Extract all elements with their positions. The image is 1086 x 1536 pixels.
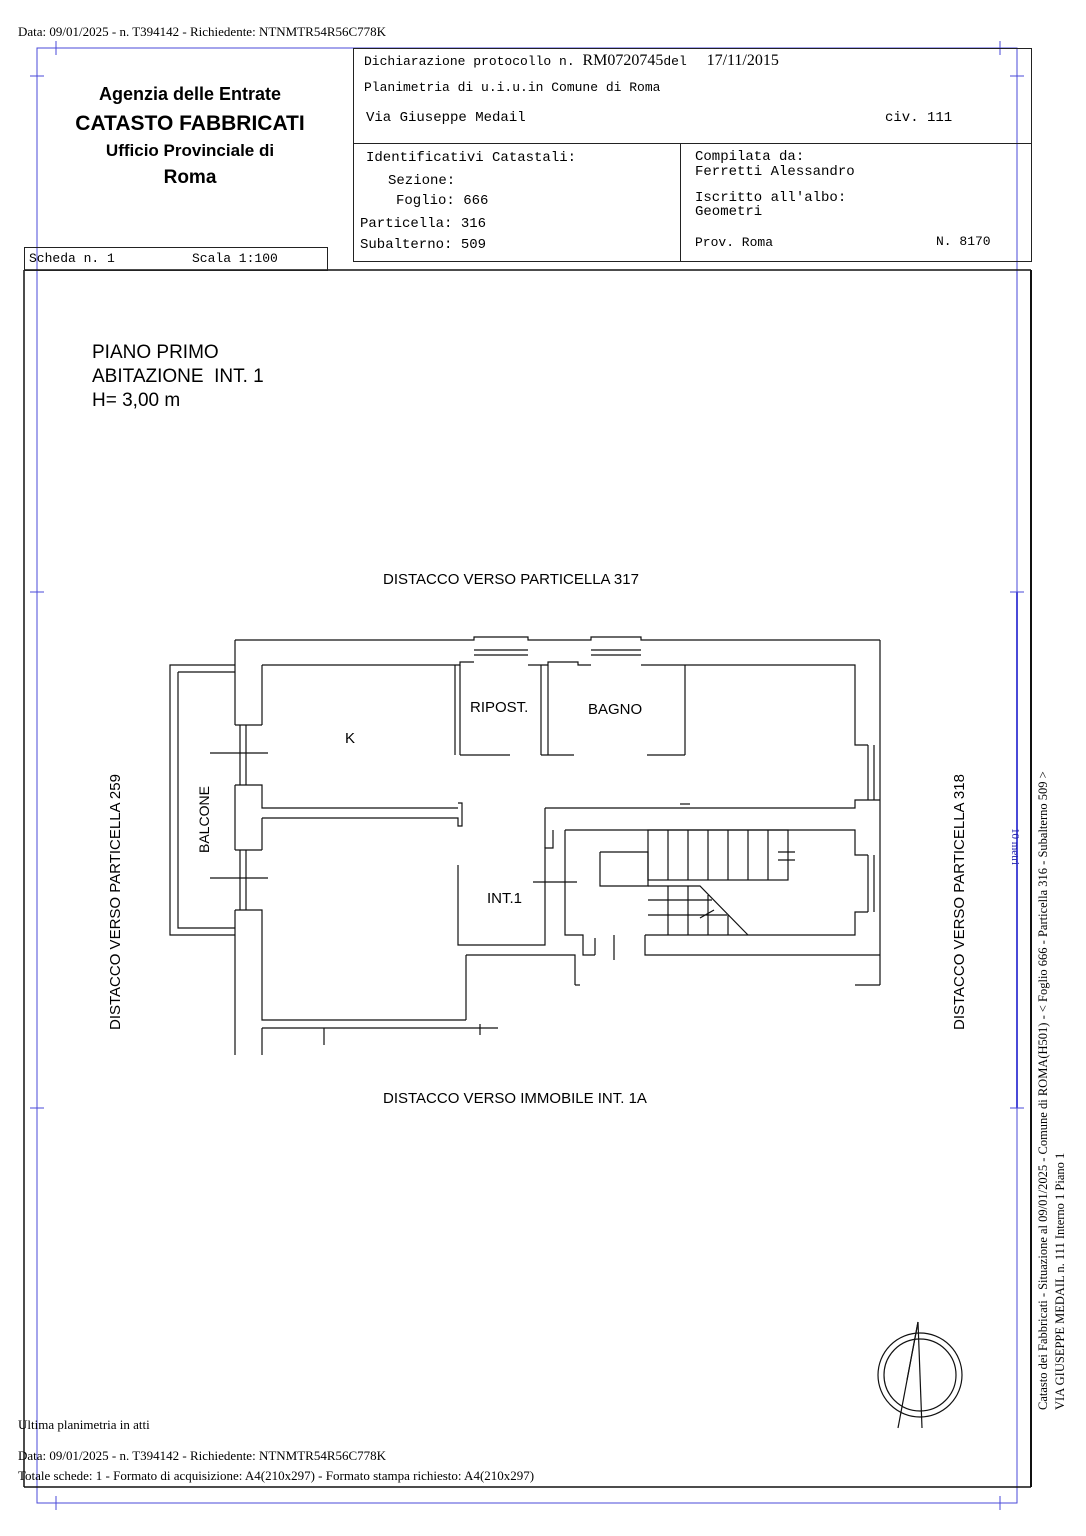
scale-mark: 10 metri — [1009, 828, 1021, 865]
protocol-del: del — [663, 54, 687, 69]
agency-name: Agenzia delle Entrate — [98, 84, 282, 104]
room-label-kitchen: K — [345, 730, 356, 747]
registry-label: Iscritto all'albo: — [695, 190, 847, 206]
protocol-number: RM0720745 — [582, 52, 664, 69]
request-line: Data: 09/01/2025 - n. T394142 - Richiedente: NTNMTR54R56C778K — [18, 24, 387, 39]
foglio-field: Foglio: 666 — [396, 193, 489, 209]
registry-value: Geometri — [695, 204, 763, 220]
last-plan-note: Ultima planimetria in atti — [18, 1417, 150, 1432]
floor-title: PIANO PRIMO — [92, 342, 219, 363]
room-label-storage: RIPOST. — [470, 699, 529, 716]
subalterno-field: Subalterno: 509 — [360, 237, 487, 253]
street-address: Via Giuseppe Medail — [366, 110, 526, 126]
identifiers-title: Identificativi Catastali: — [366, 150, 577, 166]
sezione-field: Sezione: — [388, 173, 456, 189]
province: Prov. Roma — [695, 235, 774, 250]
unit-title: ABITAZIONE INT. 1 — [92, 366, 264, 387]
left-boundary-label: DISTACCO VERSO PARTICELLA 259 — [107, 774, 124, 1030]
registration-number: N. 8170 — [936, 234, 991, 249]
department-name: CATASTO FABBRICATI — [75, 112, 305, 135]
office-name: Ufficio Provinciale di — [105, 141, 275, 160]
room-label-balcony: BALCONE — [196, 786, 212, 853]
compiled-by-name: Ferretti Alessandro — [695, 164, 855, 180]
protocol-date: 17/11/2015 — [706, 52, 779, 69]
right-boundary-label: DISTACCO VERSO PARTICELLA 318 — [951, 774, 968, 1030]
room-label-bathroom: BAGNO — [588, 701, 643, 718]
compiled-by-label: Compilata da: — [695, 149, 805, 165]
identifiers-divider — [680, 143, 681, 262]
top-boundary-label: DISTACCO VERSO PARTICELLA 317 — [383, 571, 639, 588]
footer-totals: Totale schede: 1 - Formato di acquisizione: A4(210x297) - Formato stampa richiesto: A4(210x297) — [18, 1468, 535, 1483]
bottom-boundary-label: DISTACCO VERSO IMMOBILE INT. 1A — [383, 1090, 647, 1107]
north-arrow-icon — [878, 1322, 962, 1428]
side-note-situation: Catasto dei Fabbricati - Situazione al 09/01/2025 - Comune di ROMA(H501) - < Foglio 666 - Particella 316 - Subalterno 509 > — [1036, 771, 1050, 1410]
height-title: H= 3,00 m — [92, 390, 181, 411]
plan-line: Planimetria di u.i.u.in Comune di Roma — [364, 80, 661, 95]
particella-field: Particella: 316 — [360, 216, 487, 232]
protocol-line — [364, 52, 779, 70]
plan-scale: Scala 1:100 — [192, 251, 278, 266]
office-city: Roma — [163, 167, 217, 188]
room-label-unit: INT.1 — [487, 890, 523, 907]
protocol-label: Dichiarazione protocollo n. — [364, 54, 575, 69]
civic-number: civ. 111 — [885, 110, 953, 126]
side-note-address: VIA GIUSEPPE MEDAIL n. 111 Interno 1 Piano 1 — [1053, 1152, 1067, 1410]
footer-data-line: Data: 09/01/2025 - n. T394142 - Richiedente: NTNMTR54R56C778K — [18, 1448, 387, 1463]
sheet-number: Scheda n. 1 — [29, 251, 115, 266]
